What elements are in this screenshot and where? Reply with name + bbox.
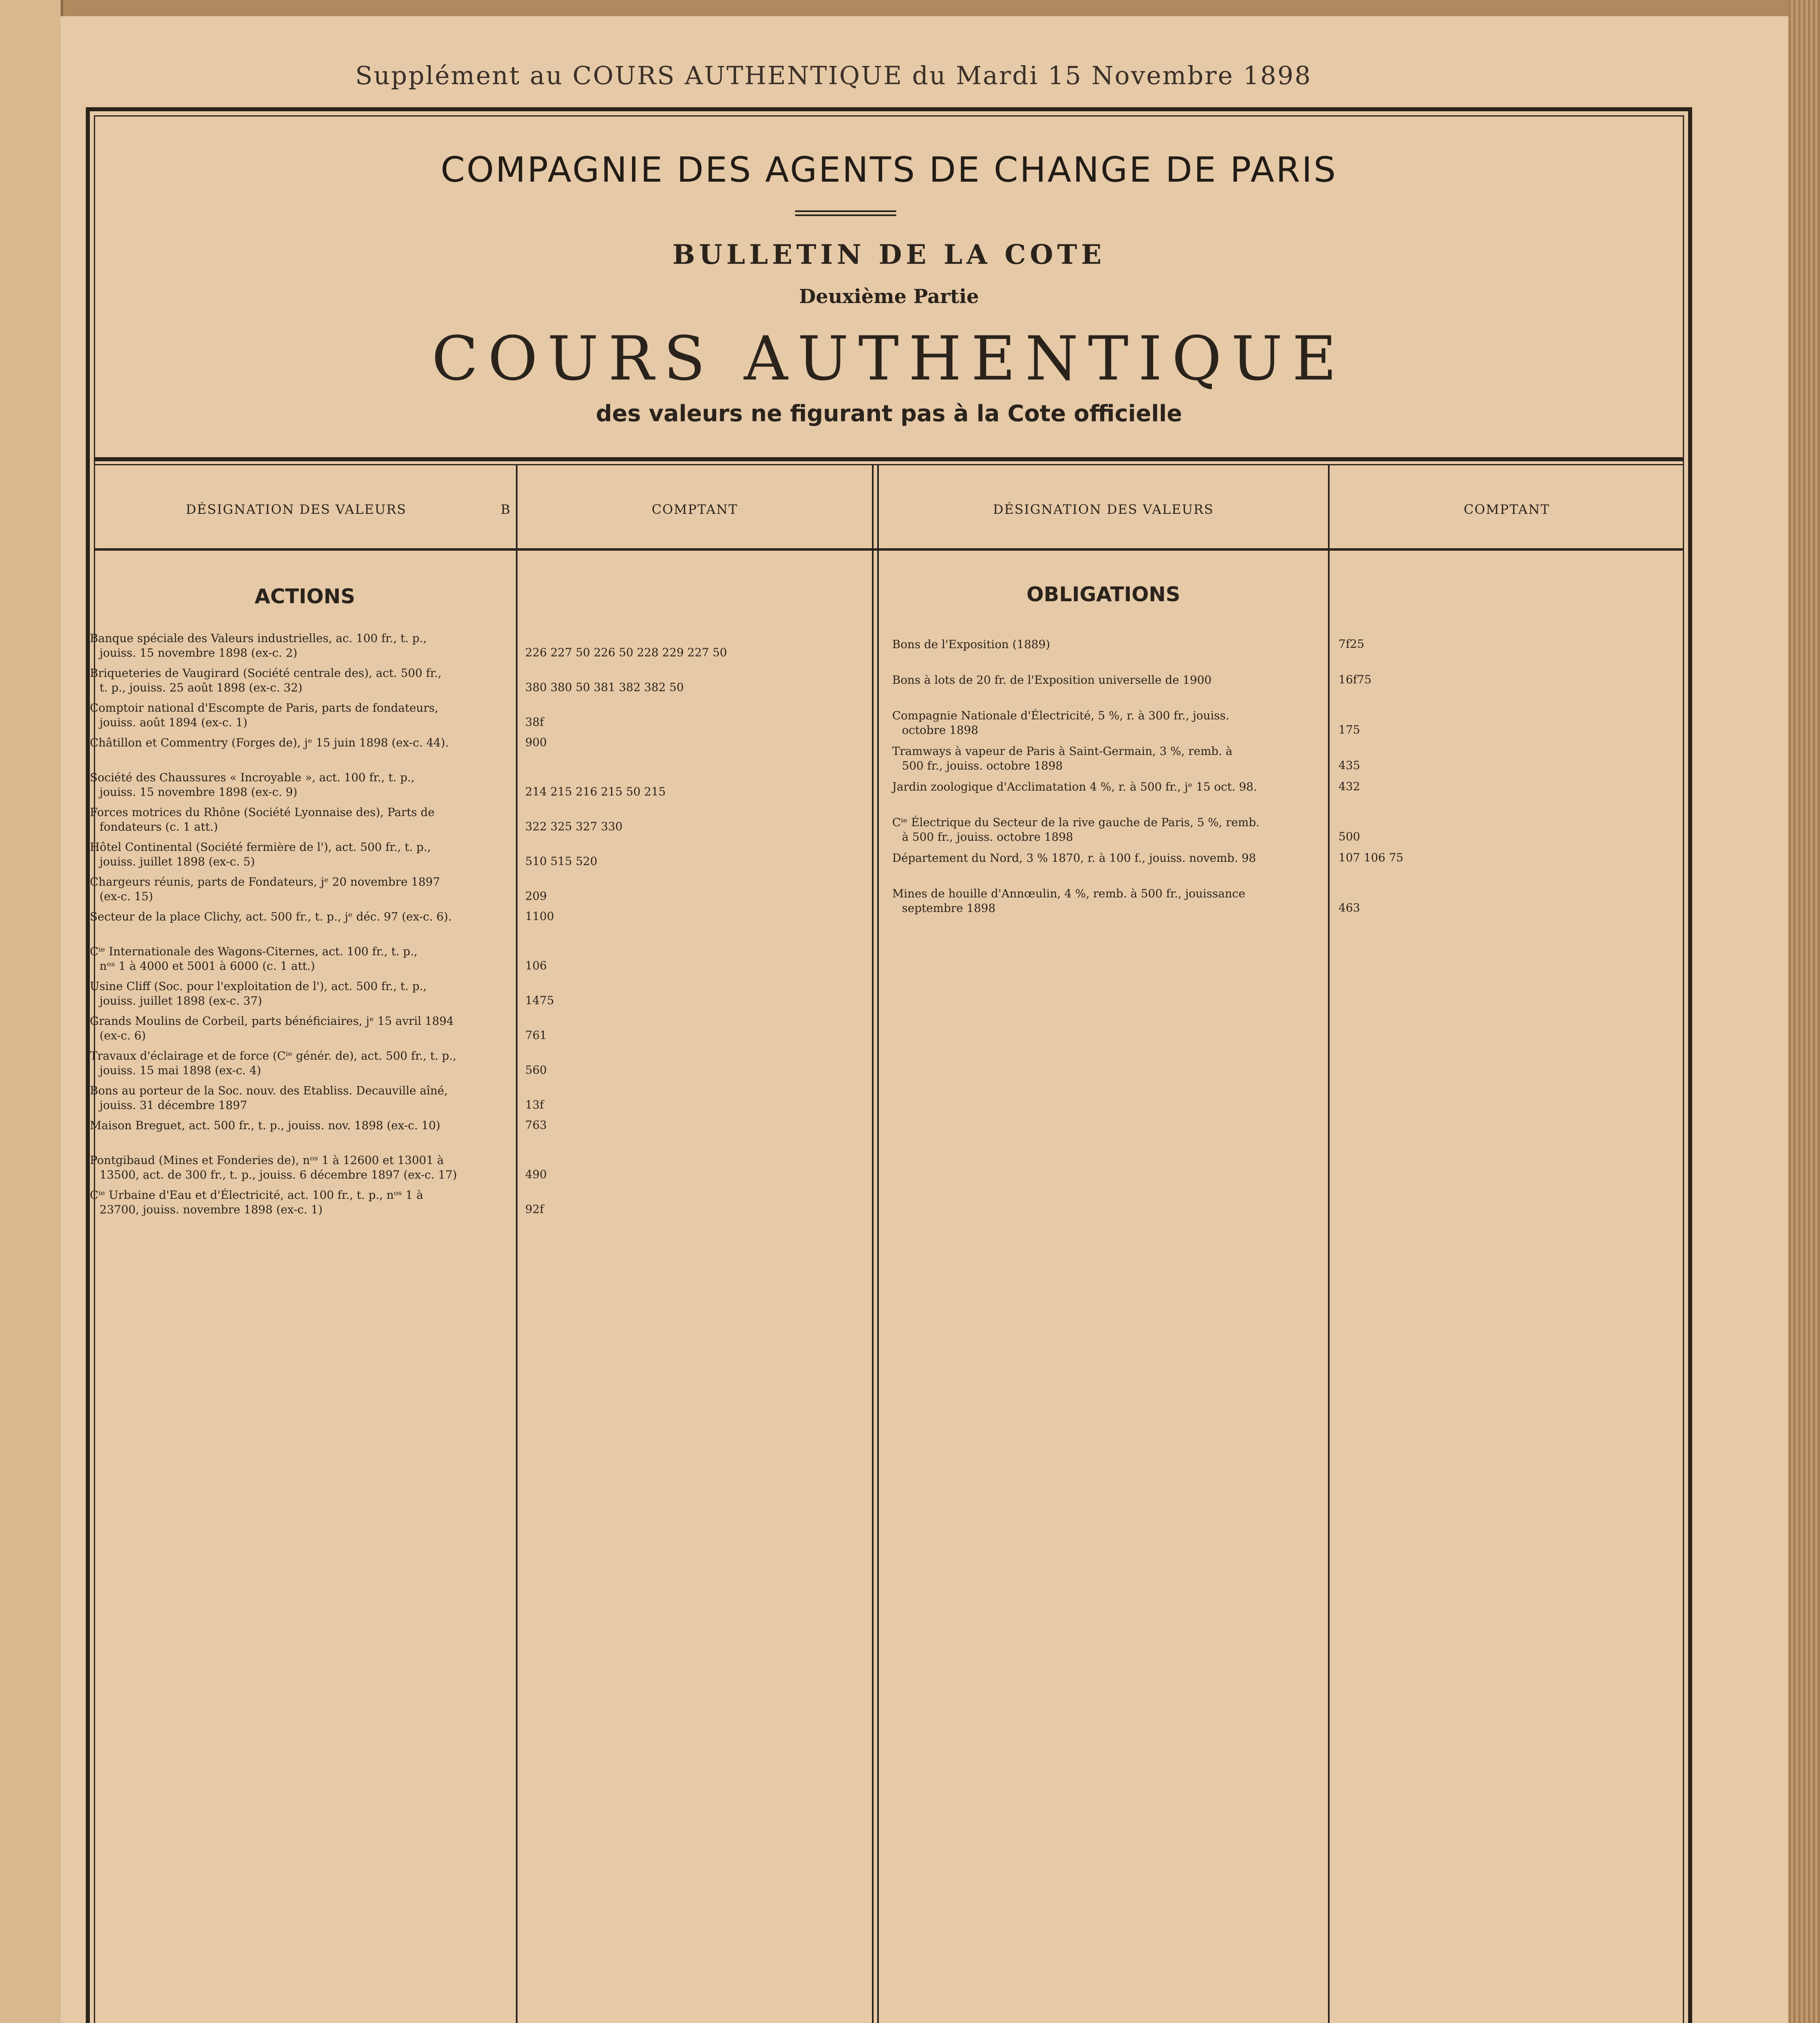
obligations-value: 7f25 <box>1338 637 1364 651</box>
title-ornament-rule <box>795 210 896 216</box>
binding-edge <box>1788 0 1820 2023</box>
obligations-value: 175 <box>1338 723 1360 736</box>
obligations-value: 432 <box>1338 780 1360 793</box>
actions-entry-line1: Comptoir national d'Escompte de Paris, parts de fondateurs, <box>90 701 439 715</box>
actions-entry-line1: Pontgibaud (Mines et Fonderies de), nᵒˢ 1 à 12600 et 13001 à <box>90 1154 444 1167</box>
obligations-entry-line1: Mines de houille d'Annœulin, 4 %, remb. à 500 fr., jouissance <box>892 887 1245 900</box>
actions-entry <box>90 1084 513 1113</box>
obligations-entry-line2: 500 fr., jouiss. octobre 1898 <box>902 759 1063 772</box>
supplement-header: Supplément au COURS AUTHENTIQUE du Mardi 15 Novembre 1898 <box>355 61 1312 90</box>
obligations-value: 500 <box>1338 830 1360 843</box>
obligations-entry-line2: septembre 1898 <box>902 901 996 915</box>
actions-entry-line1: Travaux d'éclairage et de force (Cⁱᵉ génér. de), act. 500 fr., t. p., <box>90 1049 456 1062</box>
actions-entry <box>90 944 513 973</box>
actions-value: 380 380 50 381 382 382 50 <box>525 681 684 694</box>
col-comptant-left: COMPTANT <box>651 502 738 517</box>
obligations-entry-line1: Cⁱᵉ Électrique du Secteur de la rive gauche de Paris, 5 %, remb. <box>892 816 1260 829</box>
actions-entry-line1: Grands Moulins de Corbeil, parts bénéficiaires, jᵉ 15 avril 1894 <box>90 1014 454 1028</box>
obligations-entry <box>892 637 1325 652</box>
actions-entry <box>90 805 513 834</box>
actions-value: 510 515 520 <box>525 855 598 868</box>
obligations-entry-line2: à 500 fr., jouiss. octobre 1898 <box>902 830 1073 844</box>
actions-entry-line2: jouiss. juillet 1898 (ex-c. 5) <box>100 855 255 868</box>
actions-value: 226 227 50 226 50 228 229 227 50 <box>525 646 727 659</box>
obligations-value: 16f75 <box>1338 673 1372 686</box>
obligations-entry <box>892 851 1325 865</box>
actions-entry-line2: 23700, jouiss. novembre 1898 (ex-c. 1) <box>100 1203 323 1216</box>
obligations-entry-line1: Département du Nord, 3 % 1870, r. à 100 f., jouiss. novemb. 98 <box>892 851 1256 865</box>
actions-value: 900 <box>525 736 547 749</box>
actions-entry-line1: Secteur de la place Clichy, act. 500 fr., t. p., jᵉ déc. 97 (ex-c. 6). <box>90 910 452 923</box>
actions-entry <box>90 701 513 730</box>
actions-entry <box>90 736 513 750</box>
actions-entry-line1: Forces motrices du Rhône (Société Lyonnaise des), Parts de <box>90 806 435 819</box>
actions-value: 1100 <box>525 910 554 923</box>
obligations-heading: OBLIGATIONS <box>1026 583 1180 606</box>
actions-entry-line2: fondateurs (c. 1 att.) <box>100 820 218 833</box>
actions-entry <box>90 1153 513 1182</box>
actions-entry-line2: (ex-c. 6) <box>100 1029 146 1042</box>
header-bottom-rule <box>94 548 1684 551</box>
actions-entry <box>90 840 513 869</box>
col-comptant-right: COMPTANT <box>1464 502 1550 517</box>
obligations-entry-line1: Jardin zoologique d'Acclimatation 4 %, r. à 500 fr., jᵉ 15 oct. 98. <box>892 780 1257 793</box>
actions-value: 92f <box>525 1202 544 1216</box>
main-subtitle: des valeurs ne figurant pas à la Cote officielle <box>596 401 1182 427</box>
actions-value: 13f <box>525 1098 544 1111</box>
actions-entry-line2: jouiss. 15 mai 1898 (ex-c. 4) <box>100 1064 261 1077</box>
obligations-value: 435 <box>1338 759 1360 772</box>
bulletin-title: BULLETIN DE LA COTE <box>672 239 1106 270</box>
obligations-entry-line2: octobre 1898 <box>902 723 978 737</box>
divider-right-comptant <box>1328 465 1330 2023</box>
actions-entry-line1: Bons au porteur de la Soc. nouv. des Etabliss. Decauville aîné, <box>90 1084 448 1097</box>
obligations-value: 463 <box>1338 901 1360 914</box>
actions-entry <box>90 979 513 1008</box>
divider-left-comptant <box>516 465 518 2023</box>
actions-entry-line1: Briqueteries de Vaugirard (Société centrale des), act. 500 fr., <box>90 666 442 680</box>
actions-entry-line2: 13500, act. de 300 fr., t. p., jouiss. 6 décembre 1897 (ex-c. 17) <box>100 1168 457 1181</box>
actions-entry-line2: jouiss. 31 décembre 1897 <box>100 1098 247 1112</box>
actions-entry <box>90 1049 513 1078</box>
actions-entry-line2: t. p., jouiss. 25 août 1898 (ex-c. 32) <box>100 681 303 694</box>
actions-entry-line2: jouiss. 15 novembre 1898 (ex-c. 9) <box>100 785 297 799</box>
obligations-entry-line1: Bons de l'Exposition (1889) <box>892 638 1050 651</box>
actions-entry <box>90 666 513 695</box>
col-designation-right: DÉSIGNATION DES VALEURS <box>993 502 1214 517</box>
divider-center-b <box>877 465 879 2023</box>
col-b: B <box>501 502 511 517</box>
actions-value: 1475 <box>525 994 554 1007</box>
actions-entry-line1: Chargeurs réunis, parts de Fondateurs, jᵉ 20 novembre 1897 <box>90 875 440 889</box>
actions-entry-line2: jouiss. 15 novembre 1898 (ex-c. 2) <box>100 646 297 659</box>
actions-value: 214 215 216 215 50 215 <box>525 785 666 798</box>
actions-entry-line1: Usine Cliff (Soc. pour l'exploitation de l'), act. 500 fr., t. p., <box>90 980 427 993</box>
actions-entry <box>90 770 513 799</box>
actions-entry <box>90 875 513 904</box>
actions-entry-line2: (ex-c. 15) <box>100 890 153 903</box>
obligations-value: 107 106 75 <box>1338 851 1404 864</box>
obligations-entry <box>892 780 1325 794</box>
obligations-entry <box>892 673 1325 687</box>
actions-entry-line1: Banque spéciale des Valeurs industrielles, ac. 100 fr., t. p., <box>90 632 427 645</box>
actions-entry-line2: nᵒˢ 1 à 4000 et 5001 à 6000 (c. 1 att.) <box>100 959 315 973</box>
actions-value: 106 <box>525 959 547 972</box>
actions-value: 761 <box>525 1028 547 1042</box>
actions-value: 38f <box>525 715 544 729</box>
actions-entry-line1: Hôtel Continental (Société fermière de l'), act. 500 fr., t. p., <box>90 840 431 854</box>
actions-value: 560 <box>525 1063 547 1077</box>
actions-entry-line2: jouiss. août 1894 (ex-c. 1) <box>100 716 248 729</box>
actions-value: 209 <box>525 889 547 903</box>
actions-entry-line1: Maison Breguet, act. 500 fr., t. p., jouiss. nov. 1898 (ex-c. 10) <box>90 1119 441 1132</box>
actions-entry <box>90 1014 513 1043</box>
company-name: COMPAGNIE DES AGENTS DE CHANGE DE PARIS <box>440 150 1338 190</box>
actions-entry-line1: Cⁱᵉ Internationale des Wagons-Citernes, act. 100 fr., t. p., <box>90 945 418 958</box>
adjacent-page-edge <box>0 0 63 2023</box>
actions-entry <box>90 910 513 924</box>
obligations-entry <box>892 708 1325 738</box>
table-top-rule <box>94 457 1684 461</box>
actions-value: 763 <box>525 1118 547 1132</box>
obligations-entry <box>892 744 1325 773</box>
actions-entry-line1: Châtillon et Commentry (Forges de), jᵉ 15 juin 1898 (ex-c. 44). <box>90 736 449 749</box>
obligations-entry <box>892 815 1325 844</box>
obligations-entry-line1: Tramways à vapeur de Paris à Saint-Germain, 3 %, remb. à <box>892 744 1232 758</box>
actions-entry <box>90 1118 513 1133</box>
actions-entry-line2: jouiss. juillet 1898 (ex-c. 37) <box>100 994 262 1007</box>
obligations-entry <box>892 886 1325 916</box>
actions-entry-line1: Société des Chaussures « Incroyable », act. 100 fr., t. p., <box>90 771 415 784</box>
actions-heading: ACTIONS <box>255 585 355 608</box>
actions-entry <box>90 631 513 660</box>
partie-label: Deuxième Partie <box>799 285 979 308</box>
actions-entry <box>90 1188 513 1217</box>
col-designation-left: DÉSIGNATION DES VALEURS <box>186 502 407 517</box>
obligations-entry-line1: Bons à lots de 20 fr. de l'Exposition universelle de 1900 <box>892 673 1212 687</box>
table-top-rule-thin <box>94 464 1684 465</box>
divider-center-a <box>872 465 874 2023</box>
main-title: COURS AUTHENTIQUE <box>431 324 1347 394</box>
actions-value: 322 325 327 330 <box>525 820 623 833</box>
obligations-entry-line1: Compagnie Nationale d'Électricité, 5 %, r. à 300 fr., jouiss. <box>892 709 1230 722</box>
actions-value: 490 <box>525 1168 547 1181</box>
actions-entry-line1: Cⁱᵉ Urbaine d'Eau et d'Électricité, act. 100 fr., t. p., nᵒˢ 1 à <box>90 1188 423 1202</box>
